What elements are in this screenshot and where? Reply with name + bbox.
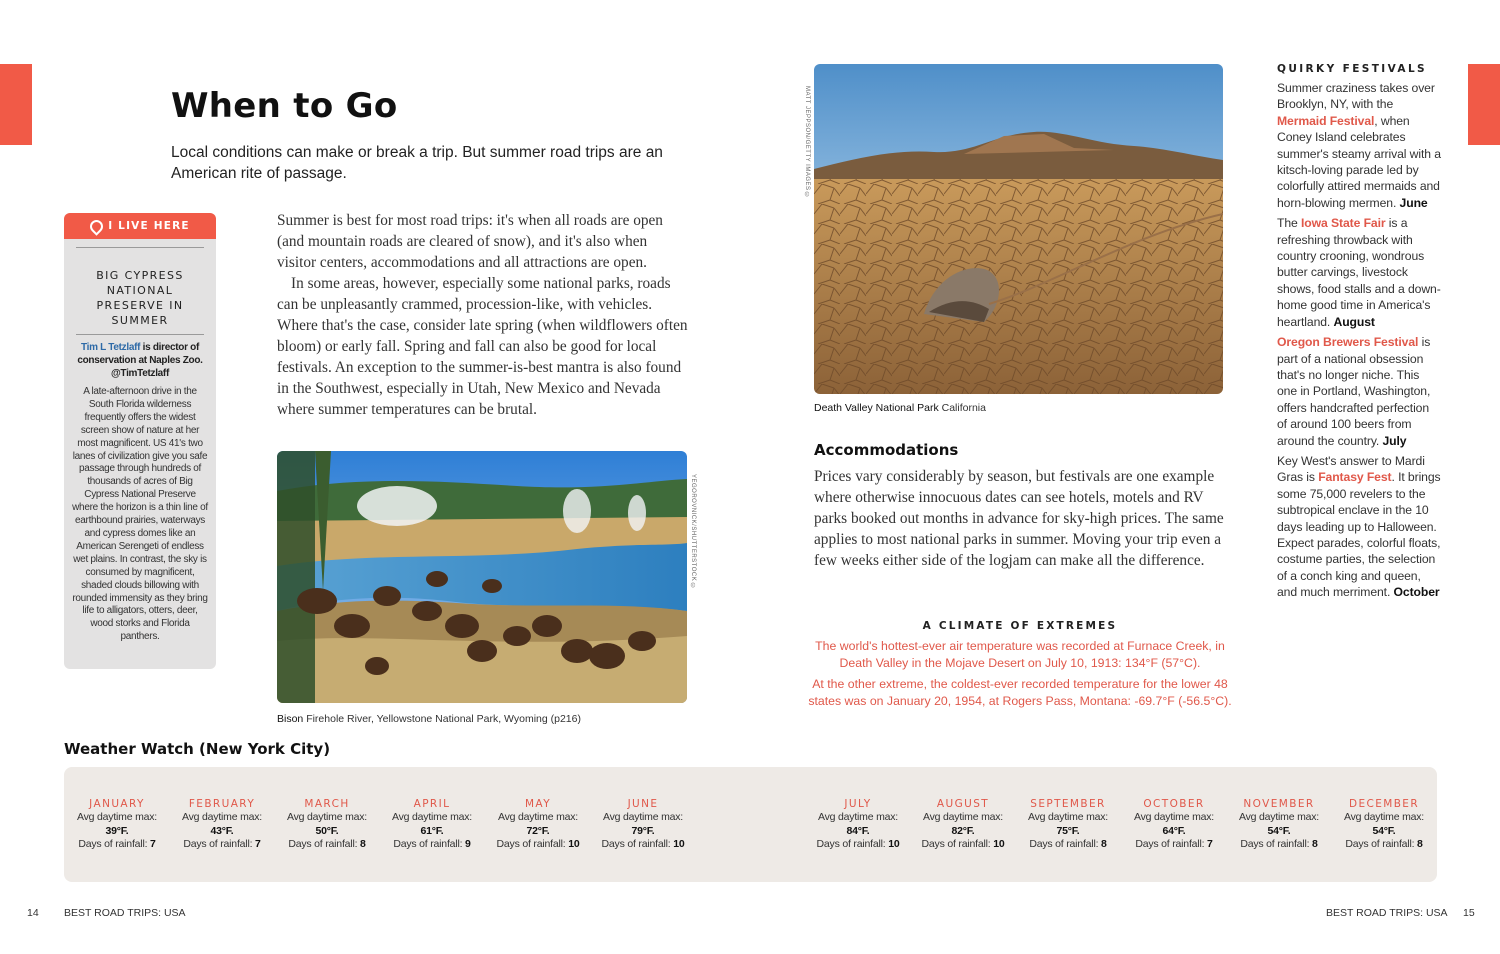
subtitle-line: NATIONAL: [106, 284, 174, 297]
rainfall-label: Days of rainfall:: [1029, 838, 1099, 850]
death-valley-caption: [814, 402, 986, 414]
rainfall-value: 7: [1207, 838, 1213, 850]
festival-month: August: [1333, 314, 1375, 329]
temp-value: 75°F.: [1056, 824, 1080, 837]
bison-image: [277, 451, 687, 703]
rainfall-line: [1018, 838, 1118, 852]
rainfall-value: 8: [1417, 838, 1423, 850]
rainfall-value: 8: [360, 838, 366, 850]
weather-panel: [64, 767, 1437, 882]
temp-value: 82°F.: [951, 824, 975, 837]
bison-photo-credit: YEGOROVNICK/SHUTTERSTOCK ©: [690, 474, 696, 590]
month-name: SEPTEMBER: [1030, 798, 1106, 810]
temp-value: 84°F.: [846, 824, 870, 837]
temp-value: 64°F.: [1162, 824, 1186, 837]
caption-location: Firehole River, Yellowstone National Park, Wyoming (p216): [306, 713, 581, 725]
temp-value: 54°F.: [1372, 824, 1396, 837]
paragraph: In some areas, however, especially some national parks, roads can be unpleasantly crammed, procession-like, with vehicles. Where that's the case, consider late spring (when wildflowers often bloom) or early fall. Spring and fall can also be good for local festivals. An exception to the summer-is-best mantra is also found in the Southwest, especially in Utah, New Mexico and Nevada where summer temperatures can be brutal.: [277, 275, 688, 418]
page-title: When to Go: [171, 86, 398, 126]
sidebar-author: [72, 341, 208, 380]
month-name: AUGUST: [936, 798, 990, 810]
rainfall-line: [1229, 838, 1329, 852]
temp-value: 61°F.: [420, 824, 444, 837]
festivals-heading: QUIRKY FESTIVALS: [1277, 63, 1428, 75]
month-name: FEBRUARY: [188, 798, 256, 810]
weather-month-march: [277, 797, 377, 852]
rainfall-line: [382, 838, 482, 852]
temp-label: Avg daytime max:: [76, 811, 158, 823]
rainfall-label: Days of rainfall:: [1135, 838, 1205, 850]
temp-value: 79°F.: [631, 824, 655, 837]
festival-text: Summer craziness takes over Brooklyn, NY, with the: [1277, 81, 1435, 112]
weather-heading: Weather Watch (New York City): [64, 740, 331, 758]
temp-value: 54°F.: [1267, 824, 1291, 837]
rainfall-line: [1334, 838, 1434, 852]
temp-label: Avg daytime max:: [922, 811, 1004, 823]
month-name: MARCH: [304, 798, 350, 810]
temp-label: Avg daytime max:: [1133, 811, 1215, 823]
weather-month-june: [593, 797, 693, 852]
bison-caption: [277, 713, 581, 725]
month-name: JANUARY: [89, 798, 145, 810]
rainfall-value: 8: [1101, 838, 1107, 850]
rainfall-value: 7: [150, 838, 156, 850]
month-name: DECEMBER: [1348, 798, 1420, 810]
accommodations-text: Prices vary considerably by season, but festivals are one example where otherwise innocuous dates can see hotels, motels and RV parks booked out months in advance for sky-high prices. The same applies to most national parks in summer. Moving your trip even a few weeks either side of the logjam can make all the difference.: [814, 468, 1224, 569]
badge-label: I LIVE HERE: [108, 220, 190, 232]
running-footer-right: BEST ROAD TRIPS: USA: [1326, 907, 1448, 919]
rainfall-label: Days of rainfall:: [1345, 838, 1415, 850]
rainfall-label: Days of rainfall:: [496, 838, 566, 850]
festival-name: Oregon Brewers Festival: [1277, 335, 1419, 350]
temp-label: Avg daytime max:: [391, 811, 473, 823]
sidebar-subtitle: [76, 268, 204, 335]
rainfall-line: [488, 838, 588, 852]
climate-heading: A CLIMATE OF EXTREMES: [922, 620, 1118, 632]
festival-name: Fantasy Fest: [1318, 470, 1392, 485]
weather-month-april: [382, 797, 482, 852]
climate-fact-coldest: At the other extreme, the coldest-ever recorded temperature for the lower 48 states was on January 20, 1954, at Rogers Pass, Montana: -69.7°F (-56.5°C).: [808, 677, 1232, 708]
climate-fact-hottest: The world's hottest-ever air temperature was recorded at Furnace Creek, in Death Valley in the Mojave Desert on July 10, 1913: 134°F (57°C).: [815, 639, 1225, 670]
main-text: [277, 210, 689, 420]
festival-name: Iowa State Fair: [1301, 216, 1386, 231]
death-valley-photo-credit: MATT JEPPSON/GETTY IMAGES ©: [804, 86, 810, 200]
festival-text: The: [1277, 216, 1301, 231]
weather-month-august: [913, 797, 1013, 852]
death-valley-photo: [814, 64, 1223, 394]
rainfall-label: Days of rainfall:: [816, 838, 886, 850]
temp-label: Avg daytime max:: [1343, 811, 1425, 823]
festival-text: . It brings some 75,000 revelers to the subtropical enclave in the 10 days leading up to Halloween. Expect parades, colorful floats, costume parties, the selection of a conch king and queen, and much merriment.: [1277, 470, 1441, 600]
rainfall-label: Days of rainfall:: [78, 838, 148, 850]
weather-month-november: [1229, 797, 1329, 852]
rainfall-line: [172, 838, 272, 852]
temp-value: 43°F.: [210, 824, 234, 837]
weather-month-december: [1334, 797, 1434, 852]
subtitle-line: SUMMER: [111, 314, 169, 327]
i-live-here-badge: [64, 213, 216, 239]
weather-month-february: [172, 797, 272, 852]
temp-label: Avg daytime max:: [286, 811, 368, 823]
rainfall-line: [1124, 838, 1224, 852]
rainfall-line: [913, 838, 1013, 852]
festival-item: [1277, 453, 1441, 601]
i-live-here-box: [64, 213, 216, 669]
festival-month: June: [1399, 195, 1428, 210]
festival-text: is part of a national obsession that's no longer niche. This one in Portland, Washington, offers handcrafted perfection of around 100 beers from around the country.: [1277, 335, 1431, 448]
temp-label: Avg daytime max:: [602, 811, 684, 823]
accommodations-heading: Accommodations: [814, 441, 959, 459]
month-name: MAY: [524, 798, 552, 810]
page-number-right: 15: [1463, 907, 1475, 919]
rainfall-label: Days of rainfall:: [393, 838, 463, 850]
caption-location: California: [941, 402, 986, 414]
bison-photo: [277, 451, 687, 703]
rainfall-line: [67, 838, 167, 852]
rainfall-value: 10: [888, 838, 900, 850]
sidebar-body: A late-afternoon drive in the South Florida wilderness frequently offers the widest screen show of nature at her most magnificent. US 41's two lanes of civilization give you safe passage through hundreds of thousands of acres of Big Cypress National Preserve where the horizon is a thin line of earthbound prairies, waterways and cypress domes like an American Serengeti of endless wet plains. In contrast, the sky is consumed by magnificent, shaded clouds billowing with rounded immensity as they bring life to alligators, otters, deer, wood storks and Florida panthers.: [72, 386, 208, 643]
temp-label: Avg daytime max:: [817, 811, 899, 823]
temp-label: Avg daytime max:: [181, 811, 263, 823]
temp-label: Avg daytime max:: [1238, 811, 1320, 823]
month-name: APRIL: [413, 798, 451, 810]
page-number-left: 14: [27, 907, 39, 919]
climate-box: [808, 638, 1232, 710]
month-name: NOVEMBER: [1243, 798, 1315, 810]
divider: [76, 247, 204, 248]
weather-month-may: [488, 797, 588, 852]
map-pin-icon: [88, 217, 106, 235]
weather-month-july: [808, 797, 908, 852]
page-intro: Local conditions can make or break a trip. But summer road trips are an American rite of passage.: [171, 144, 663, 182]
festival-item: [1277, 215, 1441, 330]
subtitle-line: BIG CYPRESS: [96, 269, 184, 282]
caption-subject: Death Valley National Park: [814, 402, 939, 414]
temp-label: Avg daytime max:: [497, 811, 579, 823]
rainfall-label: Days of rainfall:: [288, 838, 358, 850]
rainfall-line: [593, 838, 693, 852]
page-edge-tab-left: [0, 64, 32, 145]
festival-text: , when Coney Island celebrates summer's steamy arrival with a kitsch-loving parade led by colorfully attired mermaids and horn-blowing mermen.: [1277, 113, 1441, 210]
weather-month-september: [1018, 797, 1118, 852]
rainfall-value: 9: [465, 838, 471, 850]
weather-month-october: [1124, 797, 1224, 852]
weather-month-january: [67, 797, 167, 852]
festival-item: [1277, 334, 1441, 449]
temp-value: 39°F.: [105, 824, 129, 837]
month-name: JULY: [844, 798, 872, 810]
festival-name: Mermaid Festival: [1277, 113, 1375, 128]
rainfall-value: 8: [1312, 838, 1318, 850]
rainfall-value: 10: [673, 838, 685, 850]
rainfall-label: Days of rainfall:: [183, 838, 253, 850]
running-footer-left: BEST ROAD TRIPS: USA: [64, 907, 186, 919]
temp-label: Avg daytime max:: [1027, 811, 1109, 823]
rainfall-line: [277, 838, 377, 852]
festival-month: July: [1382, 433, 1407, 448]
festival-text: Key West's answer to Mardi Gras is: [1277, 453, 1425, 485]
rainfall-label: Days of rainfall:: [921, 838, 991, 850]
author-name: Tim L Tetzlaff: [81, 342, 141, 353]
festival-text: is a refreshing throwback with country crooning, wondrous butter carvings, livestock shows, food stalls and a down-home good time in America's heartland.: [1277, 216, 1441, 329]
subtitle-line: PRESERVE IN: [96, 299, 184, 312]
rainfall-label: Days of rainfall:: [601, 838, 671, 850]
caption-subject: Bison: [277, 713, 304, 725]
page-edge-tab-right: [1468, 64, 1500, 145]
death-valley-image: [814, 64, 1223, 394]
rainfall-label: Days of rainfall:: [1240, 838, 1310, 850]
festival-item: [1277, 80, 1441, 211]
paragraph: Summer is best for most road trips: it's when all roads are open (and mountain roads are cleared of snow), and it's also when visitor centers, accommodations and all attractions are open.: [277, 212, 663, 271]
rainfall-value: 10: [993, 838, 1005, 850]
author-bio: is director of conservation at Naples Zoo. @TimTetzlaff: [77, 342, 203, 379]
rainfall-value: 10: [568, 838, 580, 850]
temp-value: 50°F.: [315, 824, 339, 837]
temp-value: 72°F.: [526, 824, 550, 837]
month-name: OCTOBER: [1143, 798, 1205, 810]
rainfall-line: [808, 838, 908, 852]
rainfall-value: 7: [255, 838, 261, 850]
month-name: JUNE: [627, 798, 659, 810]
festivals-list: [1277, 80, 1441, 601]
festival-month: October: [1393, 585, 1440, 600]
